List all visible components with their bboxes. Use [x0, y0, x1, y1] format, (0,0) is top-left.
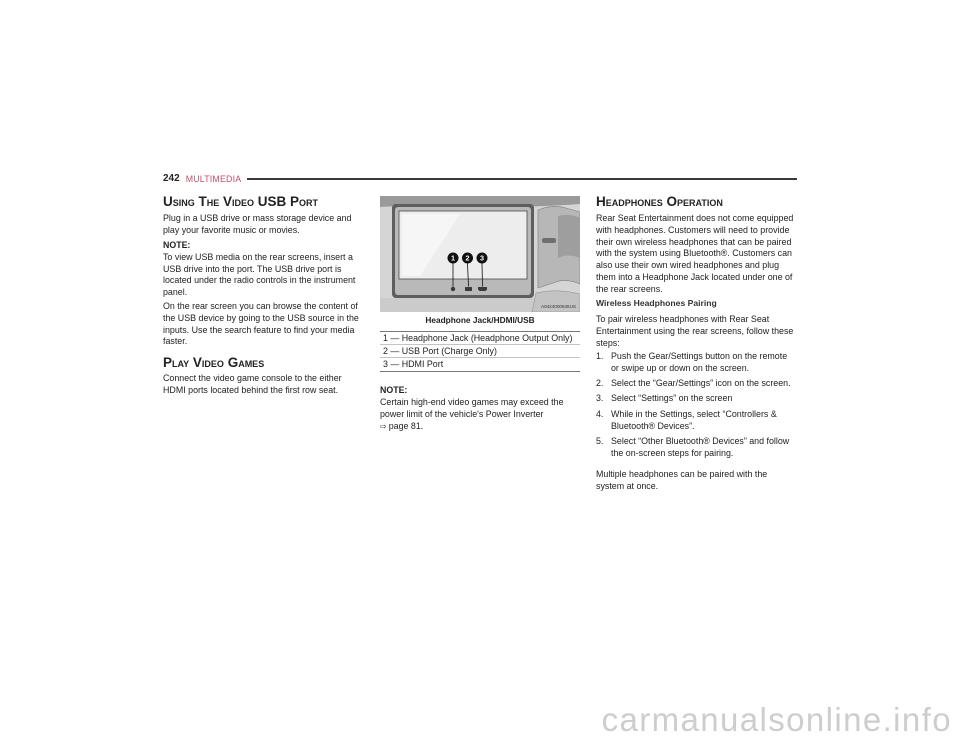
heading-using-video-usb-port: Using The Video USB Port: [163, 194, 319, 209]
usb-note-text: To view USB media on the rear screens, insert a USB drive into the port. The USB drive port is located under the radio controls in the instrument panel.: [163, 251, 356, 298]
figure-legend-table: [380, 331, 580, 372]
callout-leader-3: [482, 264, 483, 287]
step-text: Select “Settings” on the screen: [611, 393, 733, 404]
page-reference[interactable]: [380, 421, 580, 433]
page-reference-label[interactable]: page 81.: [388, 421, 424, 432]
list-item: [596, 351, 797, 375]
headphone-jack-port: [451, 287, 455, 291]
site-watermark: carmanualsonline.info: [601, 701, 952, 738]
usb-port: [465, 287, 472, 291]
legend-row: 2 — USB Port (Charge Only): [380, 345, 580, 358]
list-item: [596, 393, 797, 405]
seat-back-shape: [558, 215, 580, 258]
video-games-note-label: NOTE:: [380, 385, 408, 395]
hdmi-port: [478, 287, 487, 291]
page-number: 242: [163, 173, 180, 184]
list-item: [596, 378, 797, 390]
heading-play-video-games: Play Video Games: [163, 354, 265, 370]
step-text: While in the Settings, select “Controllers & Bluetooth® Devices”.: [611, 408, 777, 431]
step-number: 4.: [596, 408, 604, 419]
multiple-headphones-paragraph: Multiple headphones can be paired with the system at once.: [596, 468, 768, 491]
wireless-pairing-subheading: Wireless Headphones Pairing: [596, 298, 717, 309]
step-number: 5.: [596, 435, 604, 446]
pairing-intro-paragraph: To pair wireless headphones with Rear Seat Entertainment using the rear screens, follow these steps:: [596, 314, 794, 348]
usb-intro-paragraph: Plug in a USB drive or mass storage device and play your favorite music or movies.: [163, 213, 352, 235]
usb-note-label: NOTE:: [163, 240, 191, 251]
pairing-steps-list: [596, 351, 797, 459]
callout-number-2: 2: [465, 253, 470, 263]
page-header: [163, 172, 797, 186]
step-text: Push the Gear/Settings button on the remote or swipe up or down on the screen.: [611, 351, 788, 373]
legend-row: 1 — Headphone Jack (Headphone Output Only): [380, 332, 580, 345]
arrow-right-icon: ⇨: [380, 422, 387, 432]
video-games-note-text: Certain high-end video games may exceed the power limit of the vehicle's Power Inverter: [380, 396, 564, 419]
column-left: [163, 195, 363, 397]
list-item: [596, 409, 797, 433]
step-text: Select “Other Bluetooth® Devices” and follow the on-screen steps for pairing.: [611, 435, 790, 458]
illustration-code: A0424000845US: [541, 304, 576, 309]
heading-headphones-operation: Headphones Operation: [596, 194, 723, 209]
headphone-jack-hdmi-usb-illustration: [380, 196, 580, 312]
usb-browse-paragraph: On the rear screen you can browse the content of the USB device by going to the USB source in the inputs. Use the search feature to find your media faster.: [163, 301, 359, 347]
video-games-paragraph: Connect the video game console to the either HDMI ports located behind the first row seat.: [163, 372, 342, 395]
list-item: [596, 436, 797, 460]
step-text: Select the “Gear/Settings” icon on the screen.: [611, 378, 791, 389]
legend-row: 3 — HDMI Port: [383, 359, 444, 369]
step-number: 3.: [596, 393, 604, 404]
callout-number-1: 1: [451, 253, 455, 263]
section-title: MULTIMEDIA: [185, 174, 242, 184]
step-number: 2.: [596, 378, 604, 389]
column-right: [596, 195, 797, 492]
step-number: 1.: [596, 351, 604, 362]
figure-caption: Headphone Jack/HDMI/USB: [425, 315, 535, 325]
seat-handle: [542, 238, 556, 243]
callout-number-3: 3: [480, 253, 484, 263]
headphones-intro-paragraph: Rear Seat Entertainment does not come equipped with headphones. Customers will need to provide their own wireless headphones that can be paired with the system using Bluetooth®. Customers can also use their own wired headphones and plug them into a Headphone Jack located under one of the rear screens.: [596, 213, 794, 294]
header-rule: [247, 178, 797, 180]
column-middle: [380, 196, 580, 433]
